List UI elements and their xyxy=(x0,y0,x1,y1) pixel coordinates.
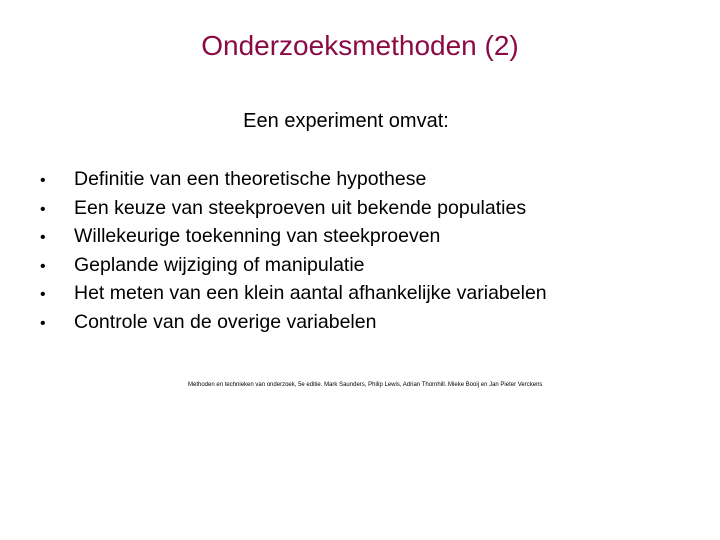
bullet-icon: • xyxy=(40,229,46,246)
bullet-item xyxy=(40,309,547,338)
bullet-icon: • xyxy=(40,200,46,218)
bullet-list xyxy=(40,166,547,337)
bullet-item xyxy=(40,280,547,309)
slide-title: Onderzoeksmethoden (2) xyxy=(201,30,519,61)
bullet-text: Geplande wijziging of manipulatie xyxy=(74,253,365,276)
bullet-icon: • xyxy=(40,172,46,189)
bullet-text: Het meten van een klein aantal afhankelijke variabelen xyxy=(74,282,547,304)
footer-citation: Methoden en technieken van onderzoek, 5e editie. Mark Saunders, Philip Lewis, Adrian Thornhill. Mieke Booij en Jan Pieter Verckens xyxy=(188,382,543,388)
bullet-item xyxy=(40,252,547,281)
bullet-icon: • xyxy=(40,286,46,303)
bullet-text: Willekeurige toekenning van steekproeven xyxy=(74,225,441,247)
bullet-text: Definitie van een theoretische hypothese xyxy=(74,168,427,190)
bullet-text: Controle van de overige variabelen xyxy=(74,310,377,333)
bullet-item xyxy=(40,195,547,224)
bullet-icon: • xyxy=(40,314,46,332)
bullet-item xyxy=(40,166,547,195)
bullet-icon: • xyxy=(40,257,46,275)
bullet-text: Een keuze van steekproeven uit bekende populaties xyxy=(74,196,527,219)
slide-subtitle: Een experiment omvat: xyxy=(243,110,449,132)
bullet-item xyxy=(40,223,547,252)
